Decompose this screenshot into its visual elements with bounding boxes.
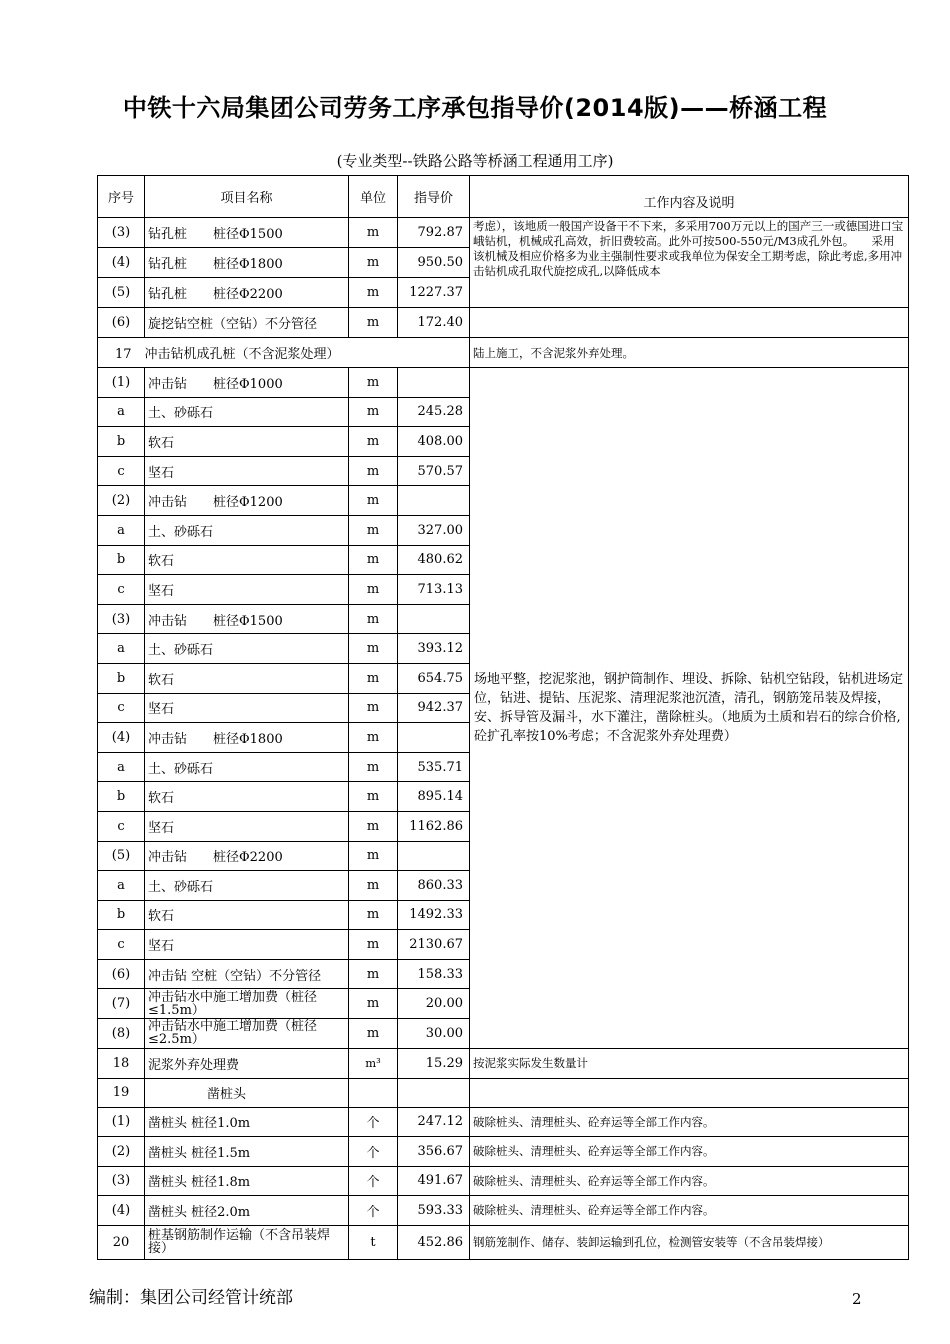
cell-unit: m bbox=[349, 663, 398, 693]
cell-no: a bbox=[98, 752, 145, 782]
cell-price bbox=[398, 368, 470, 398]
cell-no: (2) bbox=[98, 1137, 145, 1167]
cell-no: (5) bbox=[98, 841, 145, 871]
cell-unit: m bbox=[349, 397, 398, 427]
cell-unit: m bbox=[349, 427, 398, 457]
footer-compiler: 编制：集团公司经管计统部 bbox=[89, 1288, 293, 1308]
cell-no: (8) bbox=[98, 1019, 145, 1049]
cell-unit: m³ bbox=[349, 1048, 398, 1078]
cell-unit: m bbox=[349, 278, 398, 308]
cell-no: (4) bbox=[98, 248, 145, 278]
cell-unit: m bbox=[349, 575, 398, 605]
cell-price: 570.57 bbox=[398, 456, 470, 486]
cell-unit: m bbox=[349, 634, 398, 664]
cell-price: 1227.37 bbox=[398, 278, 470, 308]
cell-price: 452.86 bbox=[398, 1225, 470, 1259]
desc-rotary-text: 考虑），该地质一般国产设备干不下来，多采用700万元以上的国产三一或德国进口宝峨钻机，机械成孔高效，折旧费较高。此外可按500-550元/M3成孔外包。 采用该机械及相应价格多为业主强制性要求或我单位为保安全工期考虑，除此考虑,多用冲击钻机成孔取代旋挖成孔,以降低成本 bbox=[473, 219, 904, 278]
cell-name: 泥浆外弃处理费 bbox=[145, 1048, 349, 1078]
cell-no: a bbox=[98, 515, 145, 545]
cell-unit: m bbox=[349, 989, 398, 1019]
cell-name: 冲击钻 桩径Φ1800 bbox=[145, 723, 349, 753]
header-price: 指导价 bbox=[398, 176, 470, 218]
cell-no: b bbox=[98, 782, 145, 812]
cell-no: (3) bbox=[98, 218, 145, 248]
cell-unit: 个 bbox=[349, 1166, 398, 1196]
table-row bbox=[98, 218, 909, 248]
cell-no: (1) bbox=[98, 368, 145, 398]
cell-price bbox=[398, 1078, 470, 1107]
cell-desc: 钢筋笼制作、储存、装卸运输到孔位，检测管安装等（不含吊装焊接） bbox=[470, 1225, 909, 1259]
cell-name: 软石 bbox=[145, 427, 349, 457]
cell-desc: 按泥浆实际发生数量计 bbox=[470, 1048, 909, 1078]
cell-desc bbox=[470, 1078, 909, 1107]
table-row-20 bbox=[98, 1225, 909, 1259]
cell-name: 土、砂砾石 bbox=[145, 397, 349, 427]
header-unit: 单位 bbox=[349, 176, 398, 218]
cell-no: (4) bbox=[98, 1196, 145, 1226]
cell-unit bbox=[349, 1078, 398, 1107]
cell-unit: m bbox=[349, 752, 398, 782]
cell-price: 1162.86 bbox=[398, 811, 470, 841]
cell-no: 19 bbox=[98, 1078, 145, 1107]
cell-unit: m bbox=[349, 1019, 398, 1049]
cell-price: 20.00 bbox=[398, 989, 470, 1019]
cell-price bbox=[398, 604, 470, 634]
table-row-17 bbox=[98, 338, 909, 368]
cell-desc: 破除桩头、清理桩头、砼弃运等全部工作内容。 bbox=[470, 1196, 909, 1226]
cell-unit: m bbox=[349, 871, 398, 901]
cell-price: 2130.67 bbox=[398, 930, 470, 960]
cell-price: 942.37 bbox=[398, 693, 470, 723]
cell-unit: m bbox=[349, 930, 398, 960]
cell-name: 土、砂砾石 bbox=[145, 515, 349, 545]
cell-no: b bbox=[98, 900, 145, 930]
cell-price: 654.75 bbox=[398, 663, 470, 693]
cell-no: b bbox=[98, 545, 145, 575]
cell-unit: m bbox=[349, 841, 398, 871]
cell-unit: m bbox=[349, 811, 398, 841]
cell-no: (2) bbox=[98, 486, 145, 516]
table-row bbox=[98, 1166, 909, 1196]
cell-no: c bbox=[98, 811, 145, 841]
cell-name: 凿桩头 bbox=[145, 1078, 349, 1107]
cell-no: c bbox=[98, 930, 145, 960]
cell-name: 土、砂砾石 bbox=[145, 634, 349, 664]
cell-section-17: 17 冲击钻机成孔桩（不含泥浆处理） bbox=[98, 338, 470, 368]
cell-name: 桩基钢筋制作运输（不含吊装焊接） bbox=[145, 1225, 349, 1259]
table-row bbox=[98, 1137, 909, 1167]
cell-name: 凿桩头 桩径1.5m bbox=[145, 1137, 349, 1167]
cell-no: c bbox=[98, 575, 145, 605]
table-row bbox=[98, 368, 909, 398]
table-row bbox=[98, 1107, 909, 1137]
document-title: 中铁十六局集团公司劳务工序承包指导价(2014版)——桥涵工程 bbox=[122, 94, 828, 122]
cell-no: (6) bbox=[98, 308, 145, 338]
cell-price bbox=[398, 723, 470, 753]
price-table bbox=[97, 175, 909, 1260]
cell-price: 950.50 bbox=[398, 248, 470, 278]
cell-price: 480.62 bbox=[398, 545, 470, 575]
cell-price: 247.12 bbox=[398, 1107, 470, 1137]
cell-unit: t bbox=[349, 1225, 398, 1259]
cell-unit: m bbox=[349, 723, 398, 753]
cell-price: 172.40 bbox=[398, 308, 470, 338]
cell-price: 1492.33 bbox=[398, 900, 470, 930]
cell-name: 冲击钻水中施工增加费（桩径≤1.5m） bbox=[145, 989, 349, 1019]
cell-price: 327.00 bbox=[398, 515, 470, 545]
cell-price: 408.00 bbox=[398, 427, 470, 457]
cell-unit: m bbox=[349, 693, 398, 723]
cell-desc-impact: 场地平整，挖泥浆池，钢护筒制作、埋设、拆除、钻机空钻段，钻机进场定位，钻进、提钻、压泥浆、清理泥浆池沉渣，清孔，钢筋笼吊装及焊接，安、拆导管及漏斗，水下灌注，凿除桩头。（地质为土质和岩石的综合价格,砼扩孔率按10%考虑；不含泥浆外弃处理费） bbox=[470, 368, 909, 1049]
cell-name: 坚石 bbox=[145, 575, 349, 605]
cell-unit: m bbox=[349, 900, 398, 930]
cell-unit: m bbox=[349, 604, 398, 634]
cell-name: 冲击钻 桩径Φ1500 bbox=[145, 604, 349, 634]
cell-no: (5) bbox=[98, 278, 145, 308]
header-desc: 工作内容及说明 bbox=[470, 176, 909, 218]
cell-price: 792.87 bbox=[398, 218, 470, 248]
cell-name: 土、砂砾石 bbox=[145, 871, 349, 901]
cell-name: 坚石 bbox=[145, 930, 349, 960]
cell-no: a bbox=[98, 634, 145, 664]
cell-desc: 破除桩头、清理桩头、砼弃运等全部工作内容。 bbox=[470, 1137, 909, 1167]
cell-unit: m bbox=[349, 308, 398, 338]
cell-no: (3) bbox=[98, 1166, 145, 1196]
page-number: 2 bbox=[852, 1290, 862, 1308]
cell-unit: m bbox=[349, 218, 398, 248]
cell-unit: m bbox=[349, 959, 398, 989]
cell-name: 软石 bbox=[145, 782, 349, 812]
cell-price: 15.29 bbox=[398, 1048, 470, 1078]
cell-unit: m bbox=[349, 368, 398, 398]
header-no: 序号 bbox=[98, 176, 145, 218]
cell-name: 钻孔桩 桩径Φ2200 bbox=[145, 278, 349, 308]
cell-desc-rotary bbox=[470, 218, 909, 308]
cell-name: 钻孔桩 桩径Φ1800 bbox=[145, 248, 349, 278]
cell-price: 713.13 bbox=[398, 575, 470, 605]
cell-desc: 破除桩头、清理桩头、砼弃运等全部工作内容。 bbox=[470, 1107, 909, 1137]
cell-no: (6) bbox=[98, 959, 145, 989]
cell-name: 冲击钻水中施工增加费（桩径≤2.5m） bbox=[145, 1019, 349, 1049]
cell-name: 冲击钻 空桩（空钻）不分管径 bbox=[145, 959, 349, 989]
cell-no: 18 bbox=[98, 1048, 145, 1078]
cell-no: c bbox=[98, 693, 145, 723]
cell-desc bbox=[470, 308, 909, 338]
cell-price: 535.71 bbox=[398, 752, 470, 782]
cell-price: 593.33 bbox=[398, 1196, 470, 1226]
cell-price bbox=[398, 486, 470, 516]
cell-name: 软石 bbox=[145, 545, 349, 575]
cell-name: 钻孔桩 桩径Φ1500 bbox=[145, 218, 349, 248]
cell-price: 491.67 bbox=[398, 1166, 470, 1196]
cell-name: 坚石 bbox=[145, 811, 349, 841]
cell-no: b bbox=[98, 663, 145, 693]
cell-name: 凿桩头 桩径2.0m bbox=[145, 1196, 349, 1226]
cell-unit: m bbox=[349, 545, 398, 575]
cell-no: c bbox=[98, 456, 145, 486]
cell-no: (3) bbox=[98, 604, 145, 634]
cell-name: 软石 bbox=[145, 663, 349, 693]
cell-price: 860.33 bbox=[398, 871, 470, 901]
cell-no: (4) bbox=[98, 723, 145, 753]
cell-price: 393.12 bbox=[398, 634, 470, 664]
cell-no: b bbox=[98, 427, 145, 457]
cell-desc-17: 陆上施工，不含泥浆外弃处理。 bbox=[470, 338, 909, 368]
cell-name: 土、砂砾石 bbox=[145, 752, 349, 782]
cell-name: 冲击钻 桩径Φ2200 bbox=[145, 841, 349, 871]
table-row bbox=[98, 1196, 909, 1226]
cell-unit: 个 bbox=[349, 1107, 398, 1137]
cell-no: a bbox=[98, 871, 145, 901]
cell-name: 坚石 bbox=[145, 456, 349, 486]
cell-no: 20 bbox=[98, 1225, 145, 1259]
cell-unit: m bbox=[349, 782, 398, 812]
cell-price: 245.28 bbox=[398, 397, 470, 427]
cell-price bbox=[398, 841, 470, 871]
cell-price: 356.67 bbox=[398, 1137, 470, 1167]
cell-unit: 个 bbox=[349, 1137, 398, 1167]
cell-no: (1) bbox=[98, 1107, 145, 1137]
cell-name: 凿桩头 桩径1.8m bbox=[145, 1166, 349, 1196]
cell-name: 旋挖钻空桩（空钻）不分管径 bbox=[145, 308, 349, 338]
table-row-18 bbox=[98, 1048, 909, 1078]
cell-price: 30.00 bbox=[398, 1019, 470, 1049]
cell-name: 软石 bbox=[145, 900, 349, 930]
cell-unit: m bbox=[349, 486, 398, 516]
cell-unit: m bbox=[349, 515, 398, 545]
cell-no: (7) bbox=[98, 989, 145, 1019]
table-header-row bbox=[98, 176, 909, 218]
cell-name: 冲击钻 桩径Φ1200 bbox=[145, 486, 349, 516]
table-row-19 bbox=[98, 1078, 909, 1107]
cell-no: a bbox=[98, 397, 145, 427]
table-row bbox=[98, 308, 909, 338]
cell-price: 895.14 bbox=[398, 782, 470, 812]
cell-unit: 个 bbox=[349, 1196, 398, 1226]
cell-price: 158.33 bbox=[398, 959, 470, 989]
document-subtitle: (专业类型--铁路公路等桥涵工程通用工序) bbox=[336, 152, 614, 170]
cell-name: 冲击钻 桩径Φ1000 bbox=[145, 368, 349, 398]
cell-name: 凿桩头 桩径1.0m bbox=[145, 1107, 349, 1137]
cell-unit: m bbox=[349, 456, 398, 486]
header-name: 项目名称 bbox=[145, 176, 349, 218]
cell-desc: 破除桩头、清理桩头、砼弃运等全部工作内容。 bbox=[470, 1166, 909, 1196]
cell-name: 坚石 bbox=[145, 693, 349, 723]
cell-unit: m bbox=[349, 248, 398, 278]
